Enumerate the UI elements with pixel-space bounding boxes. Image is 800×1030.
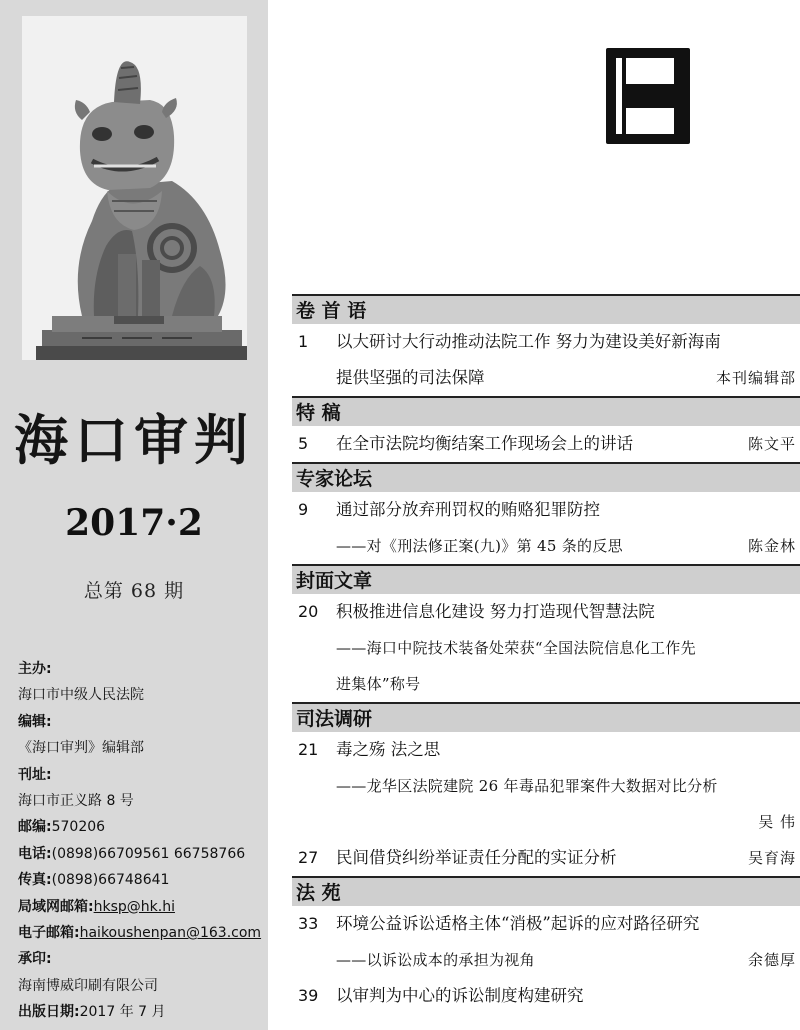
phone-label: 电话: bbox=[18, 845, 52, 862]
postcode-line bbox=[18, 814, 264, 840]
address-label: 刊址: bbox=[18, 766, 52, 783]
editor-value: 《海口审判》编辑部 bbox=[18, 740, 144, 757]
printer-value: 海南博威印刷有限公司 bbox=[18, 977, 158, 994]
postcode-label: 邮编: bbox=[18, 819, 52, 836]
toc-author: 吴育海 bbox=[747, 849, 796, 867]
toc-entry[interactable] bbox=[292, 492, 800, 528]
section-header-judicial-research: 司法调研 bbox=[292, 702, 800, 732]
pubdate-value: 2017 年 7 月 bbox=[79, 1004, 166, 1021]
section-header-preface: 卷 首 语 bbox=[292, 294, 800, 324]
toc-page-number: 1 bbox=[298, 332, 309, 351]
toc-page-number: 33 bbox=[298, 914, 319, 933]
toc-author: 余德厚 bbox=[747, 951, 796, 969]
toc-entry-subtitle[interactable] bbox=[292, 630, 800, 666]
toc-article-subtitle: ——以诉讼成本的承担为视角 bbox=[336, 951, 535, 969]
toc-article-title: 以大研讨大行动推动法院工作 努力为建设美好新海南 bbox=[336, 332, 721, 351]
phone-value: (0898)66709561 66758766 bbox=[51, 845, 246, 862]
toc-entry-subtitle[interactable] bbox=[292, 666, 800, 702]
toc-entry-subtitle[interactable] bbox=[292, 768, 800, 804]
toc-entry[interactable] bbox=[292, 840, 800, 876]
toc-article-title: 积极推进信息化建设 努力打造现代智慧法院 bbox=[336, 602, 655, 621]
email-link[interactable]: haikoushenpan@163.com bbox=[79, 925, 262, 942]
toc-page-number: 39 bbox=[298, 986, 319, 1005]
toc-author: 吴 伟 bbox=[758, 813, 796, 831]
toc-author: 陈金林 bbox=[747, 537, 796, 555]
phone-line bbox=[18, 841, 264, 867]
toc-entry[interactable] bbox=[292, 732, 800, 768]
toc-article-title: 通过部分放弃刑罚权的贿赂犯罪防控 bbox=[336, 500, 600, 519]
pubdate-line bbox=[18, 999, 264, 1025]
email-label: 电子邮箱: bbox=[18, 925, 80, 942]
host-value: 海口市中级人民法院 bbox=[18, 687, 144, 704]
issue-year: 2017·2 bbox=[65, 502, 203, 544]
fax-value: (0898)66748641 bbox=[51, 872, 170, 889]
printer-label: 承印: bbox=[18, 951, 52, 968]
address-value: 海口市正义路 8 号 bbox=[18, 793, 134, 810]
toc-entry-author-line[interactable] bbox=[292, 804, 800, 840]
section-header-law-garden: 法 苑 bbox=[292, 876, 800, 906]
cover-sidebar bbox=[0, 0, 268, 1030]
section-header-expert-forum: 专家论坛 bbox=[292, 462, 800, 492]
toc-entry[interactable] bbox=[292, 906, 800, 942]
pubdate-label: 出版日期: bbox=[18, 1004, 80, 1021]
toc-article-subtitle-line2: 进集体”称号 bbox=[336, 675, 421, 693]
toc-entry-subtitle[interactable] bbox=[292, 528, 800, 564]
toc-entry-continued[interactable] bbox=[292, 360, 800, 396]
lan-mail-link[interactable]: hksp@hk.hi bbox=[93, 898, 175, 915]
toc-article-subtitle: ——龙华区法院建院 26 年毒品犯罪案件大数据对比分析 bbox=[336, 777, 718, 795]
toc-page-number: 27 bbox=[298, 848, 319, 867]
fax-label: 传真: bbox=[18, 872, 52, 889]
toc-entry[interactable] bbox=[292, 426, 800, 462]
toc-article-title: 民间借贷纠纷举证责任分配的实证分析 bbox=[336, 848, 617, 867]
toc-author: 本刊编辑部 bbox=[715, 369, 796, 387]
lan-mail-line bbox=[18, 894, 264, 920]
stone-lion-photo bbox=[22, 16, 247, 360]
toc-article-subtitle: ——对《刑法修正案(九)》第 45 条的反思 bbox=[336, 537, 623, 555]
section-header-cover-article: 封面文章 bbox=[292, 564, 800, 594]
host-label: 主办: bbox=[18, 661, 52, 677]
lan-mail-label: 局域网邮箱: bbox=[18, 898, 94, 915]
toc-article-title: 毒之殇 法之思 bbox=[336, 740, 441, 759]
toc-entry[interactable] bbox=[292, 978, 800, 1014]
stone-lion-illustration bbox=[22, 16, 247, 360]
toc-page-number: 5 bbox=[298, 434, 309, 453]
toc-article-title: 在全市法院均衡结案工作现场会上的讲话 bbox=[336, 434, 633, 453]
toc-article-title: 环境公益诉讼适格主体“消极”起诉的应对路径研究 bbox=[336, 914, 700, 933]
toc-article-subtitle: ——海口中院技术装备处荣获“全国法院信息化工作先 bbox=[336, 639, 696, 657]
toc-article-title: 以审判为中心的诉讼制度构建研究 bbox=[336, 986, 584, 1005]
section-header-special: 特 稿 bbox=[292, 396, 800, 426]
table-of-contents bbox=[292, 294, 800, 1014]
toc-entry[interactable] bbox=[292, 594, 800, 630]
email-line bbox=[18, 920, 264, 946]
editor-label: 编辑: bbox=[18, 713, 52, 730]
toc-entry[interactable] bbox=[292, 324, 800, 360]
publication-info bbox=[18, 656, 264, 1026]
mu-character-icon bbox=[606, 48, 690, 144]
issue-serial-number: 总第 68 期 bbox=[83, 580, 185, 602]
toc-page-number: 9 bbox=[298, 500, 309, 519]
toc-page-number: 21 bbox=[298, 740, 319, 759]
toc-author: 陈文平 bbox=[747, 435, 796, 453]
fax-line bbox=[18, 867, 264, 893]
toc-article-title-line2: 提供坚强的司法保障 bbox=[336, 368, 485, 387]
magazine-title: 海口审判 bbox=[14, 409, 254, 472]
toc-page-number: 20 bbox=[298, 602, 319, 621]
postcode-value: 570206 bbox=[51, 819, 106, 836]
toc-entry-subtitle[interactable] bbox=[292, 942, 800, 978]
